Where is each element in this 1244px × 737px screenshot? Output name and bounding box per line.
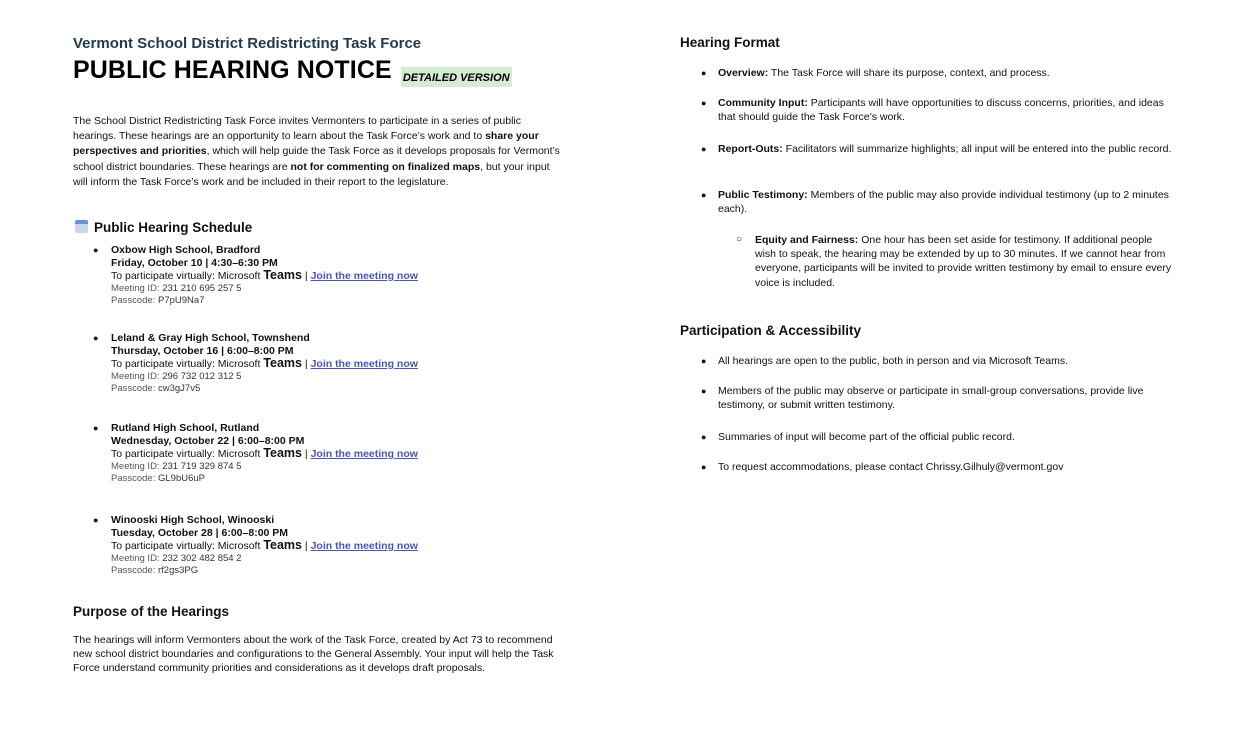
passcode-value: P7pU9Na7	[158, 295, 205, 306]
meeting-id-value: 231 210 695 257 5	[162, 282, 242, 294]
virtual-line	[111, 269, 571, 283]
meeting-id	[111, 461, 571, 474]
format-item-text: Facilitators will summarize highlights; all input will be entered into the public record.	[782, 143, 1172, 155]
calendar-icon	[75, 220, 88, 233]
separator: |	[302, 540, 311, 552]
join-meeting-link[interactable]: Join the meeting now	[310, 448, 418, 460]
intro-paragraph	[73, 114, 565, 190]
access-item-text: To request accommodations, please contact Chrissy.Gilhuly@vermont.gov	[718, 461, 1064, 473]
separator: |	[302, 270, 311, 282]
separator: |	[302, 358, 311, 370]
virtual-prefix: To participate virtually: Microsoft	[111, 540, 264, 552]
format-item-label: Public Testimony:	[718, 189, 808, 201]
meeting-id-value: 232 302 482 854 2	[162, 552, 242, 564]
passcode	[111, 565, 571, 578]
passcode	[111, 295, 571, 308]
access-item	[701, 354, 1173, 368]
join-meeting-link[interactable]: Join the meeting now	[310, 358, 418, 370]
teams-label: Teams	[263, 538, 302, 552]
passcode-label: Passcode:	[111, 565, 158, 576]
passcode-label: Passcode:	[111, 473, 158, 484]
access-item-text: Summaries of input will become part of the official public record.	[718, 431, 1015, 443]
intro-text-2: , which will help guide the Task Force as it develops proposals for Vermont’s school district boundaries. These hearings are	[73, 145, 560, 173]
page-title	[73, 56, 512, 87]
circle-bullet-icon: ○	[736, 234, 743, 245]
bullet-icon: ●	[93, 333, 99, 343]
passcode-value: rf2gs3PG	[158, 565, 199, 576]
organization-name: Vermont School District Redistricting Task Force	[73, 35, 422, 52]
session-item	[93, 332, 571, 396]
bullet-icon: ●	[93, 515, 99, 525]
bullet-icon: ●	[701, 432, 707, 442]
virtual-prefix: To participate virtually: Microsoft	[111, 448, 264, 460]
access-item-text: All hearings are open to the public, both in person and via Microsoft Teams.	[718, 355, 1069, 367]
detailed-version-tag: DETAILED VERSION	[401, 67, 512, 87]
format-heading: Hearing Format	[680, 35, 780, 50]
passcode-value: cw3gJ7v5	[158, 383, 201, 394]
teams-label: Teams	[263, 356, 302, 370]
format-item-text: Members of the public may also provide individual testimony (up to 2 minutes each).	[718, 189, 1169, 215]
passcode	[111, 473, 571, 486]
virtual-prefix: To participate virtually: Microsoft	[111, 358, 264, 370]
teams-label: Teams	[263, 446, 302, 460]
access-item	[701, 460, 1173, 474]
format-item	[701, 66, 1173, 80]
meeting-id-label: Meeting ID:	[111, 282, 163, 294]
passcode-label: Passcode:	[111, 383, 158, 394]
bullet-icon: ●	[701, 386, 707, 396]
meeting-id-value: 231 719 329 874 5	[162, 460, 242, 472]
passcode	[111, 383, 571, 396]
bullet-icon: ●	[701, 68, 707, 78]
bullet-icon: ●	[93, 245, 99, 255]
format-item	[701, 188, 1173, 216]
virtual-line	[111, 539, 571, 553]
schedule-heading	[73, 220, 252, 235]
format-subitem	[736, 233, 1175, 290]
format-item	[701, 142, 1173, 156]
intro-bold-2: not for commenting on finalized maps	[290, 160, 481, 173]
virtual-prefix: To participate virtually: Microsoft	[111, 270, 264, 282]
bullet-icon: ●	[701, 190, 707, 200]
format-subitem-text: One hour has been set aside for testimony. If additional people wish to speak, the hearing may be extended by up to 30 minutes. If we cannot hear from everyone, participants will be invited to provide written testimony by email to ensure every voice is included.	[755, 234, 1172, 289]
bullet-icon: ●	[701, 98, 707, 108]
purpose-heading: Purpose of the Hearings	[73, 604, 230, 619]
format-item-text: The Task Force will share its purpose, context, and process.	[768, 67, 1050, 79]
virtual-line	[111, 447, 571, 461]
page-title-text: PUBLIC HEARING NOTICE	[73, 56, 392, 84]
session-item	[93, 244, 571, 308]
meeting-id-label: Meeting ID:	[111, 370, 163, 382]
meeting-id	[111, 371, 571, 384]
meeting-id-label: Meeting ID:	[111, 460, 163, 472]
intro-bold-1: share your perspectives and priorities	[73, 130, 539, 158]
bullet-icon: ●	[701, 356, 707, 366]
format-item-label: Overview:	[718, 67, 769, 79]
meeting-id-value: 296 732 012 312 5	[162, 370, 242, 382]
meeting-id	[111, 283, 571, 296]
session-item	[93, 514, 571, 578]
session-date: Thursday, October 16 | 6:00–8:00 PM	[111, 344, 294, 357]
bullet-icon: ●	[93, 423, 99, 433]
session-date: Friday, October 10 | 4:30–6:30 PM	[111, 256, 278, 269]
bullet-icon: ●	[701, 144, 707, 154]
session-date: Tuesday, October 28 | 6:00–8:00 PM	[111, 526, 289, 539]
join-meeting-link[interactable]: Join the meeting now	[310, 540, 418, 552]
meeting-id	[111, 553, 571, 566]
intro-text-1: The School District Redistricting Task Force invites Vermonters to participate in a series of public hearings. These hearings are an opportunity to learn about the Task Force’s work and to	[73, 115, 521, 143]
teams-label: Teams	[263, 268, 302, 282]
intro-text-3: , but your input will inform the Task Force’s work and be included in their report to the legislature.	[73, 160, 550, 188]
format-item-label: Community Input:	[718, 97, 808, 109]
format-subitem-label: Equity and Fairness:	[755, 234, 859, 246]
session-name: Winooski High School, Winooski	[111, 514, 275, 526]
access-item	[701, 384, 1173, 412]
access-item	[701, 430, 1173, 444]
session-name: Rutland High School, Rutland	[111, 422, 260, 434]
session-name: Oxbow High School, Bradford	[111, 244, 261, 256]
purpose-paragraph: The hearings will inform Vermonters about the work of the Task Force, created by Act 73 to recommend new school district boundaries and configurations to the General Assembly. Your input will help the Task Force understand community priorities and considerations as it develops draft proposals.	[73, 634, 554, 674]
access-heading: Participation & Accessibility	[680, 323, 862, 338]
bullet-icon: ●	[701, 462, 707, 472]
schedule-heading-text: Public Hearing Schedule	[94, 220, 253, 235]
meeting-id-label: Meeting ID:	[111, 552, 163, 564]
session-name: Leland & Gray High School, Townshend	[111, 332, 310, 344]
passcode-value: GL9bU6uP	[158, 473, 206, 484]
join-meeting-link[interactable]: Join the meeting now	[310, 270, 418, 282]
access-item-text: Members of the public may observe or participate in small-group conversations, provide live testimony, or submit written testimony.	[718, 385, 1144, 411]
virtual-line	[111, 357, 571, 371]
format-item-label: Report-Outs:	[718, 143, 783, 155]
passcode-label: Passcode:	[111, 295, 158, 306]
format-item	[701, 96, 1173, 124]
separator: |	[302, 448, 311, 460]
session-item	[93, 422, 571, 486]
format-item-text: Participants will have opportunities to discuss concerns, priorities, and ideas that should guide the Task Force’s work.	[718, 97, 1164, 123]
session-date: Wednesday, October 22 | 6:00–8:00 PM	[111, 434, 305, 447]
